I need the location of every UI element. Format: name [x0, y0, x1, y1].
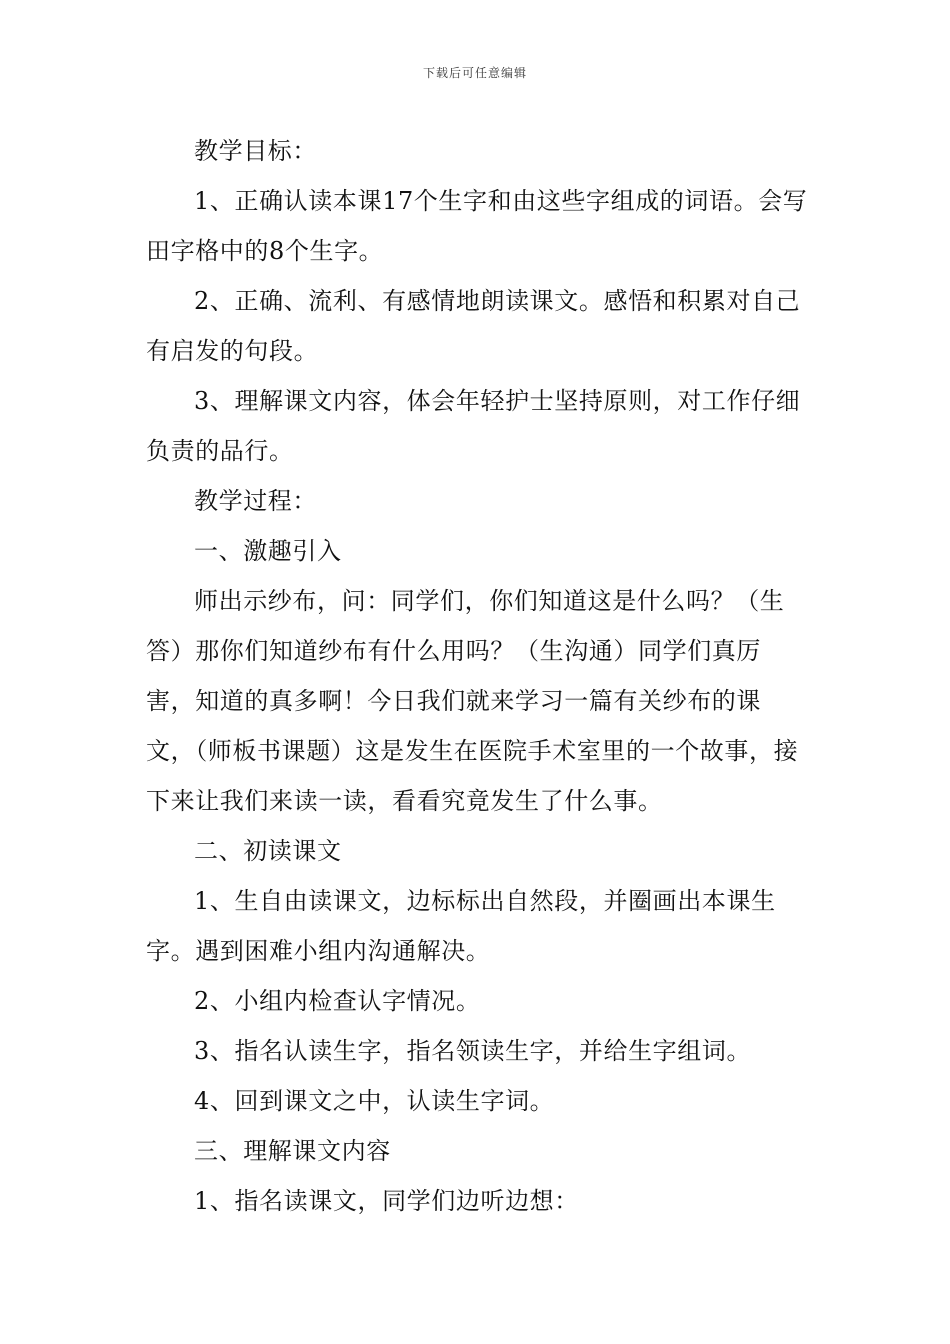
reading-step-3: 3、指名认读生字，指名领读生字，并给生字组词。	[194, 1037, 752, 1065]
understanding-step-1: 1、指名读课文，同学们边听边想：	[194, 1187, 579, 1215]
reading-step-2: 2、小组内检查认字情况。	[194, 987, 481, 1015]
reading-step-1: 1、生自由读课文，边标标出自然段，并圈画出本课生字。遇到困难小组内沟通解决。	[146, 887, 776, 965]
reading-step-4: 4、回到课文之中，认读生字词。	[194, 1087, 555, 1115]
goal-item-1: 1、正确认读本课17个生字和由这些字组成的词语。会写田字格中的8个生字。	[146, 187, 808, 265]
document-body	[146, 126, 810, 1226]
intro-paragraph: 师出示纱布，问：同学们，你们知道这是什么吗？（生答）那你们知道纱布有什么用吗？（生沟通）同学们真厉害，知道的真多啊！今日我们就来学习一篇有关纱布的课文，（师板书课题）这是发生在医院手术室里的一个故事，接下来让我们来读一读，看看究竟发生了什么事。	[146, 587, 799, 815]
section-heading-1: 一、激趣引入	[194, 537, 342, 565]
section-heading-2: 二、初读课文	[194, 837, 342, 865]
goal-item-2: 2、正确、流利、有感情地朗读课文。感悟和积累对自己有启发的句段。	[146, 287, 801, 365]
heading-teaching-goals: 教学目标：	[194, 137, 317, 165]
heading-teaching-process: 教学过程：	[194, 487, 317, 515]
page-header-note: 下载后可任意编辑	[422, 66, 527, 80]
goal-item-3: 3、理解课文内容，体会年轻护士坚持原则，对工作仔细负责的品行。	[146, 387, 801, 465]
section-heading-3: 三、理解课文内容	[194, 1137, 391, 1165]
